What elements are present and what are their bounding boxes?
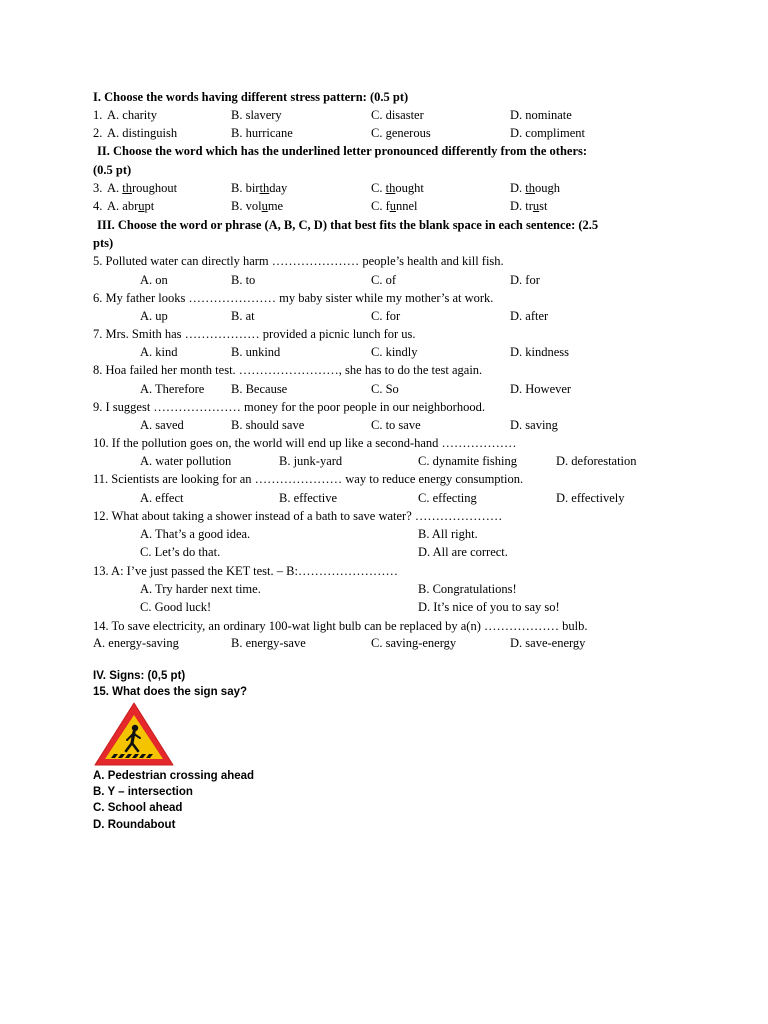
q14-stem: 14. To save electricity, an ordinary 100-wat light bulb can be replaced by a(n) ……………… bulb. (93, 619, 588, 633)
q11-option-c: C. effecting (418, 491, 477, 505)
q10-option-d: D. deforestation (556, 454, 637, 468)
q1-number: 1. (93, 108, 103, 122)
q7-option-a: A. kind (140, 345, 178, 359)
q8-option-a: A. Therefore (140, 382, 205, 396)
q7-option-d: D. kindness (510, 345, 570, 359)
q12-option-b: B. All right. (418, 527, 478, 541)
q11-option-b: B. effective (279, 491, 338, 505)
q3-option-b: B. birthday (231, 181, 288, 195)
q1-option-c: C. disaster (371, 108, 424, 122)
q13-option-c: C. Good luck! (140, 600, 212, 614)
section-1-heading: I. Choose the words having different stress pattern: (0.5 pt) (93, 90, 409, 104)
q5-option-a: A. on (140, 273, 168, 287)
pedestrian-crossing-sign-icon (92, 700, 176, 768)
q8-option-c: C. So (371, 382, 399, 396)
q9-option-c: C. to save (371, 418, 421, 432)
q3-number: 3. (93, 181, 103, 195)
q9-option-b: B. should save (231, 418, 305, 432)
q8-stem: 8. Hoa failed her month test. ……………………, she has to do the test again. (93, 363, 483, 377)
q2-option-b: B. hurricane (231, 126, 293, 140)
q10-stem: 10. If the pollution goes on, the world will end up like a second-hand ……………… (93, 436, 517, 450)
q6-stem: 6. My father looks ………………… my baby sister while my mother’s at work. (93, 291, 494, 305)
q2-option-a: A. distinguish (107, 126, 178, 140)
q1-option-b: B. slavery (231, 108, 282, 122)
q3-option-a: A. throughout (107, 181, 178, 195)
q10-option-a: A. water pollution (140, 454, 232, 468)
q11-option-a: A. effect (140, 491, 184, 505)
q6-option-d: D. after (510, 309, 549, 323)
q3-option-d: D. though (510, 181, 561, 195)
q13-stem: 13. A: I’ve just passed the KET test. – B:…………………… (93, 564, 398, 578)
q5-option-b: B. to (231, 273, 256, 287)
section-3-heading: III. Choose the word or phrase (A, B, C, D) that best fits the blank space in each sentence: (2.5 (97, 218, 599, 232)
q9-option-a: A. saved (140, 418, 184, 432)
section-4-heading: IV. Signs: (0,5 pt) (93, 670, 186, 682)
section-3-heading-points: pts) (93, 236, 114, 250)
q15-option-a: A. Pedestrian crossing ahead (93, 770, 255, 782)
q2-option-d: D. compliment (510, 126, 585, 140)
q3-option-c: C. thought (371, 181, 424, 195)
q12-option-a: A. That’s a good idea. (140, 527, 251, 541)
q4-option-d: D. trust (510, 199, 548, 213)
q12-stem: 12. What about taking a shower instead of a bath to save water? ………………… (93, 509, 503, 523)
q14-option-a: A. energy-saving (93, 636, 179, 650)
q11-option-d: D. effectively (556, 491, 625, 505)
q9-option-d: D. saving (510, 418, 558, 432)
section-2-heading: II. Choose the word which has the underlined letter pronounced differently from the others: (97, 144, 588, 158)
q15-option-b: B. Y – intersection (93, 786, 193, 798)
q14-option-b: B. energy-save (231, 636, 306, 650)
q15-option-c: C. School ahead (93, 802, 183, 814)
q7-option-b: B. unkind (231, 345, 281, 359)
q15-stem: 15. What does the sign say? (93, 686, 248, 698)
q8-option-b: B. Because (231, 382, 288, 396)
q13-option-a: A. Try harder next time. (140, 582, 261, 596)
q2-number: 2. (93, 126, 103, 140)
q10-option-b: B. junk-yard (279, 454, 343, 468)
q1-option-a: A. charity (107, 108, 157, 122)
q2-option-c: C. generous (371, 126, 431, 140)
q14-option-d: D. save-energy (510, 636, 586, 650)
q11-stem: 11. Scientists are looking for an ………………… way to reduce energy consumption. (93, 472, 524, 486)
q14-option-c: C. saving-energy (371, 636, 457, 650)
q7-option-c: C. kindly (371, 345, 418, 359)
q1-option-d: D. nominate (510, 108, 572, 122)
q4-option-a: A. abrupt (107, 199, 155, 213)
q7-stem: 7. Mrs. Smith has ……………… provided a picnic lunch for us. (93, 327, 416, 341)
q13-option-d: D. It’s nice of you to say so! (418, 600, 560, 614)
q4-number: 4. (93, 199, 103, 213)
q12-option-c: C. Let’s do that. (140, 545, 221, 559)
q10-option-c: C. dynamite fishing (418, 454, 517, 468)
section-2-heading-points: (0.5 pt) (93, 163, 132, 177)
q12-option-d: D. All are correct. (418, 545, 508, 559)
q9-stem: 9. I suggest ………………… money for the poor people in our neighborhood. (93, 400, 485, 414)
q6-option-a: A. up (140, 309, 168, 323)
q5-option-d: D. for (510, 273, 540, 287)
q15-option-d: D. Roundabout (93, 819, 176, 831)
q4-option-c: C. funnel (371, 199, 418, 213)
q4-option-b: B. volume (231, 199, 284, 213)
q5-option-c: C. of (371, 273, 396, 287)
q5-stem: 5. Polluted water can directly harm ………………… people’s health and kill fish. (93, 254, 504, 268)
q6-option-c: C. for (371, 309, 401, 323)
q13-option-b: B. Congratulations! (418, 582, 517, 596)
q6-option-b: B. at (231, 309, 255, 323)
q8-option-d: D. However (510, 382, 572, 396)
